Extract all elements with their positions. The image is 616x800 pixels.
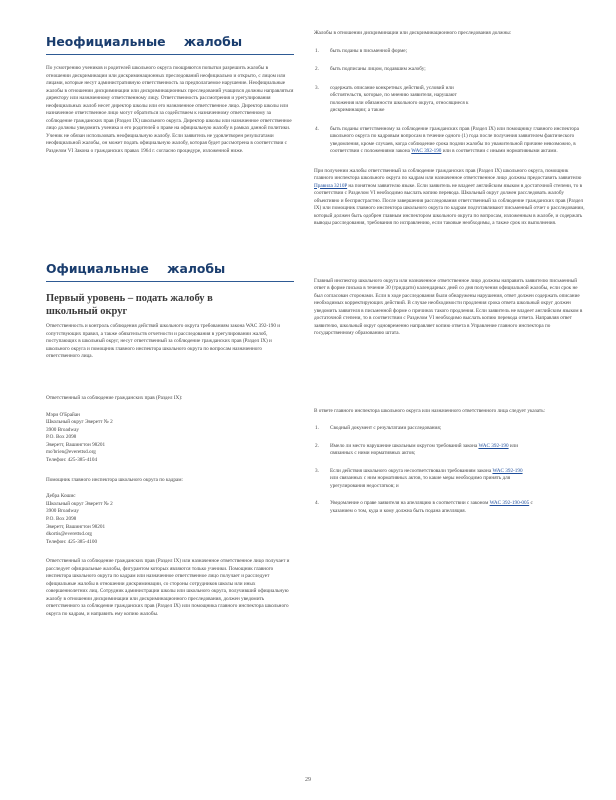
informal-complaints-text: По усмотрению учеников и родителей школьного округа поощряются попытки разрешить жалобы в отношении дискриминации или дискриминационных преследований неофициально и открыто, с лицом или лицами, которые несут административную ответственность за предполагаемое нарушение. Неофициальные жалобы в отношении дискриминации или дискриминационных преследований учащихся должны направляться директору или назначенному ответственному лицу. Ответственность рассмотрения и урегулирования неофициальных жалоб несет директор школы или его назначенное ответственное лицо. Директор школы или назначенное ответственное лицо могут обратиться за содействием к назначенному ответственному за соблюдение гражданских прав (Раздел IX) школьного округа. Директор школы или назначенное ответственное лицо должны уведомить ученика и его родителей о праве на официальную жалобу в рамках данной политики. Ученик не обязан использовать неофициальную жалобу. Если заявитель не удовлетворен результатами неофициальной жалобы, он может подать официальную жалобу, которая будет рассмотрена в соответствии с Разделом VI Закона о гражданских правах 1964 г. согласно процедуре, изложенной ниже.: [46, 65, 294, 154]
contact-line: Школьный округ Эверетт № 2: [46, 500, 113, 507]
heading-rule: [46, 281, 294, 282]
coordinator-label: Ответственный за соблюдение гражданских прав (Раздел IX):: [46, 395, 183, 401]
response-contents-list: [314, 425, 586, 515]
level-one-heading: Первый уровень – подать жалобу в школьный округ: [46, 293, 213, 317]
response-paragraph: Главный инспектор школьного округа или назначенное ответственное лицо должны направить заявителю письменный ответ в форме письма в течение 30 (тридцати) календарных дней со дня получения официальной жалобы, если срок не был согласован сторонами. Если в ходе расследования были обнаружены нарушения, ответ должен содержать описание необходимых корректирующих действий. В случае необходимости продления срока ответа школьный округ должен уведомить заявителя в письменной форме о причинах такого продления. Если заявитель не владеет английским языком в достаточной степени, то в соответствии с Разделом VI необходимо выслать копию перевода ответа. Направляя ответ заявителю, школьный округ одновременно направляет копию ответа в Управление главного инспектора по государственному образованию штата.: [314, 277, 583, 336]
list-item: [314, 48, 586, 56]
contact-email: mo'brien@everettsd.org: [46, 449, 96, 456]
item-text: быть поданы в письменной форме;: [330, 47, 408, 54]
list-item: [314, 126, 586, 156]
item-text-part: Имело ли место нарушение школьным округом требований закона: [330, 442, 478, 449]
item-number: 4.: [315, 500, 319, 506]
official-complaints-heading: Официальные жалобы: [46, 261, 226, 276]
contact-line: P.O. Box 2098: [46, 434, 77, 441]
item-text: Сводный документ с результатами расследования;: [330, 425, 442, 431]
item-text-part: Если действия школьного округа несоответствовали требованиям закона: [330, 467, 492, 474]
contact-line: Школьный округ Эверетт № 2: [46, 419, 113, 426]
list-item: [314, 85, 586, 115]
item-text: [330, 443, 530, 458]
contact-email: dkortis@everettsd.org: [46, 531, 93, 538]
contact-phone: Телефон: 425-385-4104: [46, 457, 98, 464]
item-number: 3.: [315, 84, 319, 91]
item-text: быть подписаны лицом, подавшим жалобу;: [330, 66, 426, 72]
item-number: 4.: [315, 125, 319, 132]
item-text-part: или связанных с ним нормативных актов, то какие меры необходимо принять для урегулирования недостатков; и: [330, 475, 511, 489]
closing-text: Ответственный за соблюдение гражданских прав (Раздел IX) или назначенное ответственное лицо получает и расследует официальные жалобы, фигурантом которых являются только ученики. Помощник главного инспектора школьного округа по кадрам или назначенное ответственное лицо получает и расследует официальные жалобы в отношении дискриминации, со стороны сотрудников школы или иных совершеннолетних лиц. Сотрудник администрации школы или школьного округа, получивший официальную жалобу в отношении дискриминации или дискриминационного преследования, должен уведомить ответственного за соблюдение гражданских прав (Раздел IX) или помощника главного инспектора школьного округа по кадрам, и направить ему копию жалобы.: [46, 558, 290, 617]
left-column: [46, 0, 294, 656]
item-text: содержать описание конкретных действий, условий или обстоятельств, которые, по мнению заявителя, нарушают положения или обязанности школьного округа, относящиеся к дискриминации; а также: [330, 84, 469, 113]
paragraph-text: на понятном заявителю языке. Если заявитель не владеет английским языком в достаточной степени, то в соответствии с Разделом VI необходимо выслать копию перевода. Школьный округ должен расследовать жалобу объективно и беспристрастно. После завершения расследования ответственный за соблюдение гражданских прав (Раздел IX) или помощник главного инспектора школьного округа по кадрам подготавливают письменный отчет о расследовании, который должен быть одобрен главным инспектором школьного округа по вопросам, изложенным в жалобе, и содержать выводы расследования, требования по исправлению, если таковые необходимы, а также срок их выполнения.: [314, 182, 585, 226]
investigation-paragraph: [314, 168, 586, 266]
item-text-part: или в соответствии с иными нормативными актами.: [442, 148, 558, 154]
item-number: 2.: [315, 66, 319, 72]
list-item: [314, 468, 586, 491]
item-number: 2.: [315, 442, 319, 449]
item-text: [330, 126, 586, 156]
list-item: [314, 66, 586, 74]
paragraph-text: При получении жалобы ответственный за соблюдение гражданских прав (Раздел IX) школьного округа, помощник главного инспектора школьного округа по кадрам или назначенное ответственное лицо должны предоставить заявителю: [314, 167, 582, 181]
list-item: [314, 425, 586, 433]
requirements-intro: Жалобы в отношении дискриминации или дискриминационного преследования должны:: [314, 30, 512, 36]
contact-line: Эверетт, Вашингтон 98201: [46, 523, 106, 530]
assistant-label: Помощник главного инспектора школьного округа по кадрам:: [46, 476, 183, 483]
wac-link[interactable]: WAC 392-190: [478, 442, 509, 449]
heading-rule: [46, 54, 294, 55]
right-column: [314, 0, 586, 515]
item-text-part: быть поданы ответственному за соблюдение гражданских прав (Раздел IX) или помощнику главного инспектора школьного округа по кадровым вопросам в течение одного (1) года после получения заявителем фактического уведомления, кроме случаев, когда соблюдение срока подачи жалобы по уважительной причине невозможно, в соответствии с положениями закона: [330, 125, 579, 154]
contact-line: Мэри О'Брайан: [46, 411, 80, 418]
item-text: [330, 468, 530, 491]
level-one-text: Ответственность и контроль соблюдения действий школьного округа требованиям закона WAC 392-190 и сопутствующих правил, а также обязательств отчетности и расследования в урегулировании жалоб, поступающих в школьный округ, несут ответственный за соблюдение гражданских прав (Раздел IX) и школьного округа и помощник главного инспектора школьного округа по вопросам назначенного ответственного лица.: [46, 323, 281, 359]
contact-line: P.O. Box 2098: [46, 515, 77, 522]
coordinator-contact: [46, 412, 294, 465]
informal-complaints-heading: Неофициальные жалобы: [46, 34, 243, 49]
contact-line: Дебра Кошис: [46, 493, 76, 500]
wac-link[interactable]: WAC 392-190-005: [489, 500, 530, 506]
item-text: [330, 500, 545, 515]
item-number: 1.: [315, 47, 319, 54]
assistant-contact: [46, 493, 294, 546]
item-text-part: или связанных с ними нормативных актов;: [330, 442, 519, 456]
item-number: 1.: [315, 425, 319, 431]
response-contents-intro: В ответе главного инспектора школьного округа или назначенного ответственного лица следует указать:: [314, 407, 545, 414]
contact-line: 3900 Broadway: [46, 426, 79, 433]
requirements-list: [314, 48, 586, 156]
contact-line: Эверетт, Вашингтон 98201: [46, 441, 106, 448]
list-item: [314, 443, 586, 458]
page-number: 29: [305, 777, 311, 783]
item-number: 3.: [315, 467, 319, 474]
wac-link[interactable]: WAC 392-190: [492, 467, 523, 474]
item-text-part: Уведомление о праве заявителя на апелляцию в соответствии с законом: [330, 500, 489, 506]
list-item: [314, 500, 586, 515]
contact-line: 3900 Broadway: [46, 508, 79, 515]
wac-link[interactable]: WAC 392-190: [411, 148, 442, 154]
contact-phone: Телефон: 425-385-4100: [46, 538, 98, 545]
policy-link[interactable]: Правила 3210P: [314, 182, 348, 189]
item-text-part: с указанием о том, куда и кому должна быть подана апелляция.: [330, 500, 533, 514]
